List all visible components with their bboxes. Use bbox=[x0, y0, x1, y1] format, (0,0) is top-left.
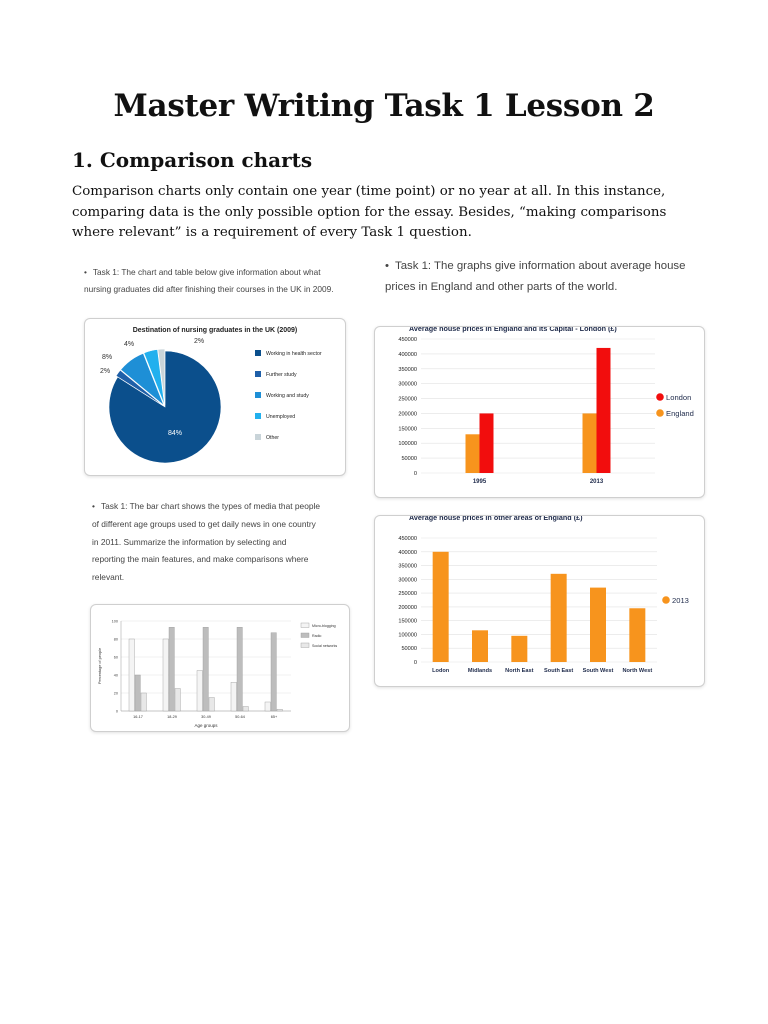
x-tick-label: 50-64 bbox=[235, 715, 245, 719]
bar bbox=[590, 588, 606, 662]
y-tick-label: 450000 bbox=[398, 337, 417, 343]
legend-label: England bbox=[666, 409, 694, 418]
media-bar-card bbox=[90, 604, 350, 732]
bar bbox=[135, 675, 140, 711]
bar bbox=[271, 633, 276, 711]
legend-swatch bbox=[255, 434, 261, 440]
legend-label: Other bbox=[266, 435, 279, 441]
bullet: • bbox=[84, 267, 87, 277]
y-tick-label: 50000 bbox=[401, 646, 417, 653]
y-tick-label: 80 bbox=[113, 637, 118, 642]
legend-label: Micro-blogging bbox=[312, 624, 336, 628]
legend-label: Radio bbox=[312, 634, 322, 638]
media-bar-chart bbox=[91, 605, 349, 731]
bar bbox=[243, 707, 248, 712]
task-house-line-1: Task 1: The graphs give information about average house bbox=[395, 260, 686, 272]
legend-swatch bbox=[255, 371, 261, 377]
legend-swatch bbox=[255, 413, 261, 419]
bar bbox=[433, 552, 449, 662]
legend-label: 2013 bbox=[672, 596, 689, 605]
bar bbox=[169, 627, 174, 711]
bar bbox=[237, 627, 242, 711]
legend-label: Social networks bbox=[312, 644, 338, 648]
bar bbox=[203, 627, 208, 711]
bar bbox=[163, 639, 168, 711]
chart-title: Average house prices in England and its Capital - London (£) bbox=[409, 327, 617, 333]
nursing-pie-chart bbox=[85, 319, 345, 475]
legend-swatch bbox=[301, 633, 309, 638]
task-media-line-3: in 2011. Summarize the information by selecting and bbox=[92, 536, 287, 547]
chart-title: Destination of nursing graduates in the UK (2009) bbox=[132, 327, 298, 334]
bar bbox=[466, 434, 480, 473]
pie-value-label: 2% bbox=[99, 368, 111, 375]
task-media-line-4: reporting the main features, and make comparisons where bbox=[92, 554, 309, 565]
x-tick-label: Lodon bbox=[432, 668, 450, 674]
task-media-line-5: relevant. bbox=[92, 572, 125, 583]
x-tick-label: 65+ bbox=[270, 715, 278, 719]
task-media bbox=[92, 498, 362, 587]
bullet: • bbox=[92, 501, 95, 511]
y-tick-label: 100000 bbox=[398, 441, 417, 448]
legend-label: Working and study bbox=[266, 393, 309, 399]
y-tick-label: 300000 bbox=[398, 381, 417, 388]
legend-swatch bbox=[255, 392, 261, 398]
x-tick-label: Midlands bbox=[467, 668, 493, 674]
pie-value-label: 84% bbox=[167, 430, 183, 437]
bar bbox=[277, 709, 282, 711]
y-axis-label: Percentage of people bbox=[98, 647, 102, 685]
page-title: Master Writing Task 1 Lesson 2 bbox=[113, 88, 655, 124]
x-tick-label: 30-49 bbox=[201, 715, 211, 719]
x-tick-label: South West bbox=[582, 668, 614, 674]
legend-label: Working in health sector bbox=[266, 351, 322, 357]
y-tick-label: 400000 bbox=[398, 351, 417, 358]
bar bbox=[472, 630, 488, 662]
legend-label: Further study bbox=[266, 372, 297, 378]
legend-label: London bbox=[666, 393, 692, 402]
task-media-line-2: of different age groups used to get daily news in one country bbox=[92, 518, 316, 529]
y-tick-label: 350000 bbox=[398, 563, 417, 570]
y-tick-label: 60 bbox=[113, 655, 118, 660]
task-nursing-line-2: nursing graduates did after finishing their courses in the UK in 2009. bbox=[84, 284, 334, 294]
bar bbox=[597, 348, 611, 473]
y-tick-label: 0 bbox=[115, 709, 118, 714]
bar bbox=[129, 639, 134, 711]
y-tick-label: 250000 bbox=[398, 591, 417, 598]
task-house-line-2: prices in England and other parts of the world. bbox=[385, 281, 618, 293]
pie-value-label: 2% bbox=[193, 338, 205, 345]
task-nursing bbox=[84, 264, 374, 298]
y-tick-label: 200000 bbox=[398, 604, 417, 611]
y-tick-label: 40 bbox=[113, 673, 118, 678]
y-tick-label: 0 bbox=[413, 471, 417, 477]
bullet: • bbox=[385, 260, 389, 272]
x-tick-label: 16-17 bbox=[133, 715, 143, 719]
task-media-line-1: Task 1: The bar chart shows the types of media that people bbox=[100, 501, 321, 511]
y-tick-label: 100000 bbox=[398, 632, 417, 639]
y-tick-label: 50000 bbox=[401, 456, 417, 463]
y-tick-label: 450000 bbox=[398, 536, 417, 542]
section-heading: 1. Comparison charts bbox=[72, 148, 313, 172]
y-tick-label: 350000 bbox=[398, 366, 417, 373]
bar bbox=[209, 698, 214, 712]
bar bbox=[197, 671, 202, 712]
regions-bar-chart bbox=[375, 516, 704, 686]
legend-label: Unemployed bbox=[266, 414, 296, 420]
london-bar-chart bbox=[375, 327, 704, 497]
bar bbox=[231, 682, 236, 711]
task-nursing-line-1: Task 1: The chart and table below give information about what bbox=[92, 267, 321, 277]
bar bbox=[175, 689, 180, 712]
bar bbox=[629, 608, 645, 662]
y-tick-label: 100 bbox=[111, 619, 118, 624]
y-tick-label: 400000 bbox=[398, 549, 417, 556]
pie-value-label: 4% bbox=[123, 341, 135, 348]
x-tick-label: North East bbox=[505, 668, 534, 674]
regions-chart-card bbox=[374, 515, 705, 687]
y-tick-label: 200000 bbox=[398, 411, 417, 418]
bar bbox=[480, 413, 494, 473]
y-tick-label: 250000 bbox=[398, 396, 417, 403]
x-tick-label: South East bbox=[544, 668, 574, 674]
task-house bbox=[385, 256, 715, 298]
bar bbox=[583, 413, 597, 473]
bar bbox=[551, 574, 567, 662]
bar bbox=[511, 636, 527, 662]
y-tick-label: 150000 bbox=[398, 426, 417, 433]
x-tick-label: 2013 bbox=[589, 479, 604, 485]
legend-swatch bbox=[301, 643, 309, 648]
intro-paragraph: Comparison charts only contain one year (time point) or no year at all. In this instance, comparing data is the only possible option for the essay. Besides, “making comparisons where relevant” is a requirement of every Task 1 question. bbox=[72, 184, 667, 240]
y-tick-label: 0 bbox=[413, 660, 417, 666]
london-chart-card bbox=[374, 326, 705, 498]
x-tick-label: North West bbox=[622, 668, 653, 674]
bar bbox=[141, 693, 146, 711]
bar bbox=[265, 702, 270, 711]
y-tick-label: 300000 bbox=[398, 577, 417, 584]
legend-swatch bbox=[255, 350, 261, 356]
legend-swatch bbox=[301, 623, 309, 628]
x-tick-label: 1995 bbox=[472, 479, 487, 485]
pie-value-label: 8% bbox=[101, 354, 113, 361]
legend-marker bbox=[656, 409, 664, 417]
y-tick-label: 20 bbox=[113, 691, 118, 696]
chart-title: Average house prices in other areas of England (£) bbox=[409, 516, 583, 522]
x-axis-label: Age groups bbox=[194, 723, 218, 728]
legend-marker bbox=[662, 596, 670, 604]
nursing-pie-card bbox=[84, 318, 346, 476]
y-tick-label: 150000 bbox=[398, 618, 417, 625]
x-tick-label: 18-29 bbox=[167, 715, 177, 719]
legend-marker bbox=[656, 393, 664, 401]
